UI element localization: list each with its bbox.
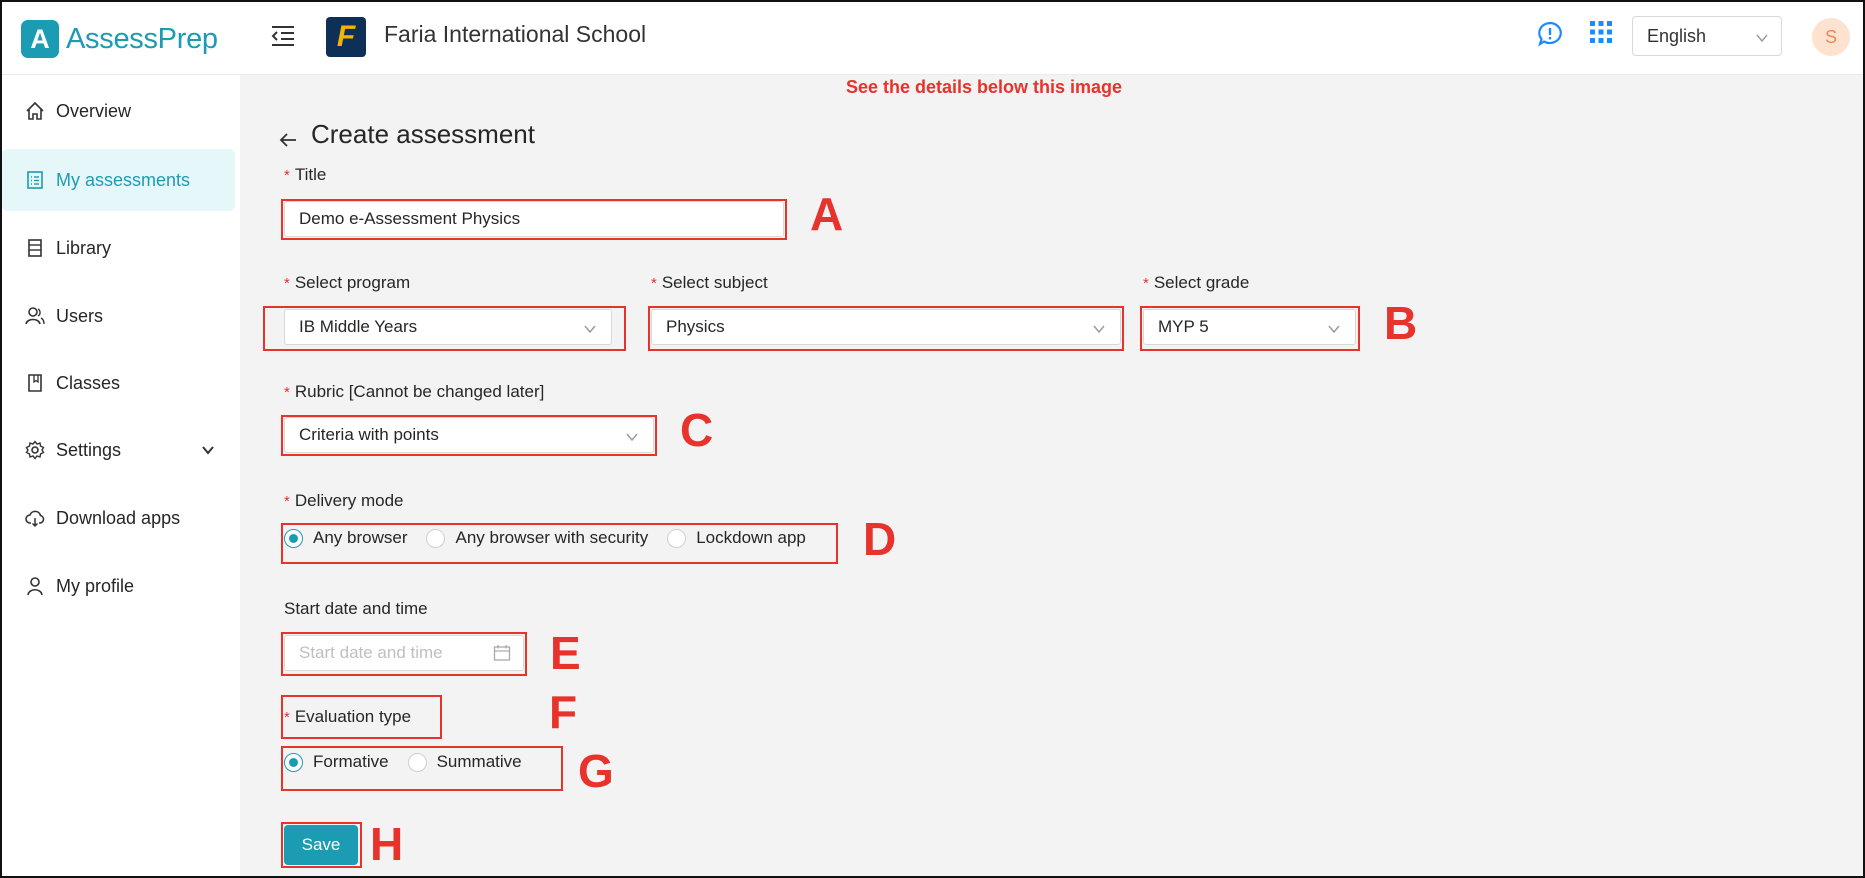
- sidebar-item-label: Settings: [56, 439, 122, 460]
- sidebar-item-library[interactable]: [2, 217, 235, 279]
- feedback-icon[interactable]: [1536, 20, 1564, 48]
- delivery-option-any-browser[interactable]: Any browser: [284, 528, 407, 548]
- sidebar-item-my-profile[interactable]: [2, 555, 235, 617]
- book-icon: [24, 237, 46, 259]
- title-input[interactable]: Demo e-Assessment Physics: [284, 201, 784, 237]
- chevron-down-icon: [583, 321, 597, 341]
- annotation-marker-h: H: [370, 818, 404, 870]
- evaluation-option-summative[interactable]: Summative: [408, 752, 522, 772]
- start-date-label: Start date and time: [284, 599, 428, 618]
- radio-empty-icon: [408, 753, 427, 772]
- radio-selected-icon: [284, 753, 303, 772]
- user-avatar[interactable]: S: [1812, 18, 1850, 56]
- grade-label: * Select grade: [1143, 273, 1250, 292]
- radio-empty-icon: [426, 529, 445, 548]
- users-icon: [24, 305, 46, 327]
- start-date-placeholder: Start date and time: [299, 643, 443, 662]
- page-title: Create assessment: [311, 119, 535, 149]
- apps-grid-icon[interactable]: [1589, 20, 1617, 48]
- sidebar-item-classes[interactable]: [2, 352, 235, 414]
- title-label: * Title: [284, 165, 327, 184]
- sidebar-item-label: Users: [56, 305, 104, 326]
- rubric-label: * Rubric [Cannot be changed later]: [284, 382, 545, 401]
- subject-value: Physics: [666, 317, 725, 336]
- sidebar-item-label: Library: [56, 237, 112, 258]
- grade-select[interactable]: [1143, 309, 1356, 345]
- language-select[interactable]: [1632, 16, 1782, 56]
- menu-fold-icon[interactable]: [270, 24, 296, 48]
- sidebar-item-overview[interactable]: [2, 80, 235, 142]
- grade-value: MYP 5: [1158, 317, 1209, 336]
- sidebar-item-label: Download apps: [56, 507, 181, 528]
- rubric-select[interactable]: [284, 417, 654, 453]
- delivery-option-any-browser-security[interactable]: Any browser with security: [426, 528, 648, 548]
- annotation-marker-e: E: [550, 627, 581, 679]
- school-logo-letter: F: [336, 20, 356, 53]
- classes-icon: [24, 372, 46, 394]
- back-arrow-icon[interactable]: [277, 129, 299, 151]
- annotation-notice: See the details below this image: [845, 77, 1123, 97]
- annotation-marker-g: G: [578, 745, 614, 797]
- annotation-marker-d: D: [863, 513, 897, 565]
- radio-selected-icon: [284, 529, 303, 548]
- sidebar-item-label: My profile: [56, 575, 135, 596]
- save-button[interactable]: Save: [284, 825, 358, 865]
- sidebar-item-download-apps[interactable]: [2, 487, 235, 549]
- sidebar-item-label: Overview: [56, 100, 132, 121]
- school-name: Faria International School: [384, 21, 647, 47]
- chevron-down-icon: [1755, 29, 1769, 50]
- list-icon: [24, 169, 46, 191]
- sidebar-item-label: Classes: [56, 372, 121, 393]
- evaluation-type-radio-group: [284, 752, 541, 772]
- chevron-down-icon: [201, 441, 215, 462]
- language-value: English: [1647, 25, 1707, 46]
- chevron-down-icon: [625, 429, 639, 449]
- program-value: IB Middle Years: [299, 317, 418, 336]
- start-date-input[interactable]: [284, 635, 524, 671]
- annotation-marker-b: B: [1384, 297, 1418, 349]
- sidebar-item-my-assessments[interactable]: [2, 149, 235, 211]
- sidebar: [0, 75, 240, 878]
- delivery-mode-radio-group: [284, 528, 825, 548]
- subject-label: * Select subject: [651, 273, 768, 292]
- program-label: * Select program: [284, 273, 411, 292]
- program-select[interactable]: [284, 309, 612, 345]
- gear-icon: [24, 439, 46, 461]
- chevron-down-icon: [1092, 321, 1106, 341]
- delivery-mode-label: * Delivery mode: [284, 491, 404, 510]
- annotation-marker-f: F: [549, 686, 578, 738]
- rubric-value: Criteria with points: [299, 425, 439, 444]
- sidebar-item-label: My assessments: [56, 169, 191, 190]
- cloud-download-icon: [24, 507, 46, 529]
- subject-select[interactable]: [651, 309, 1121, 345]
- evaluation-type-label: * Evaluation type: [284, 707, 412, 726]
- sidebar-item-settings[interactable]: [2, 419, 235, 481]
- home-icon: [24, 100, 46, 122]
- delivery-option-lockdown-app[interactable]: Lockdown app: [667, 528, 806, 548]
- main-content: [240, 75, 1865, 878]
- calendar-icon: [493, 644, 511, 667]
- evaluation-option-formative[interactable]: Formative: [284, 752, 389, 772]
- school-logo: [326, 17, 366, 57]
- top-header: [0, 0, 1865, 75]
- radio-empty-icon: [667, 529, 686, 548]
- chevron-down-icon: [1327, 321, 1341, 341]
- annotation-marker-a: A: [810, 188, 844, 240]
- logo-mark: A: [21, 20, 59, 58]
- logo-text: AssessPrep: [66, 22, 218, 55]
- user-icon: [24, 575, 46, 597]
- sidebar-item-users[interactable]: [2, 285, 235, 347]
- assessprep-logo[interactable]: [21, 20, 218, 58]
- annotation-marker-c: C: [680, 404, 714, 456]
